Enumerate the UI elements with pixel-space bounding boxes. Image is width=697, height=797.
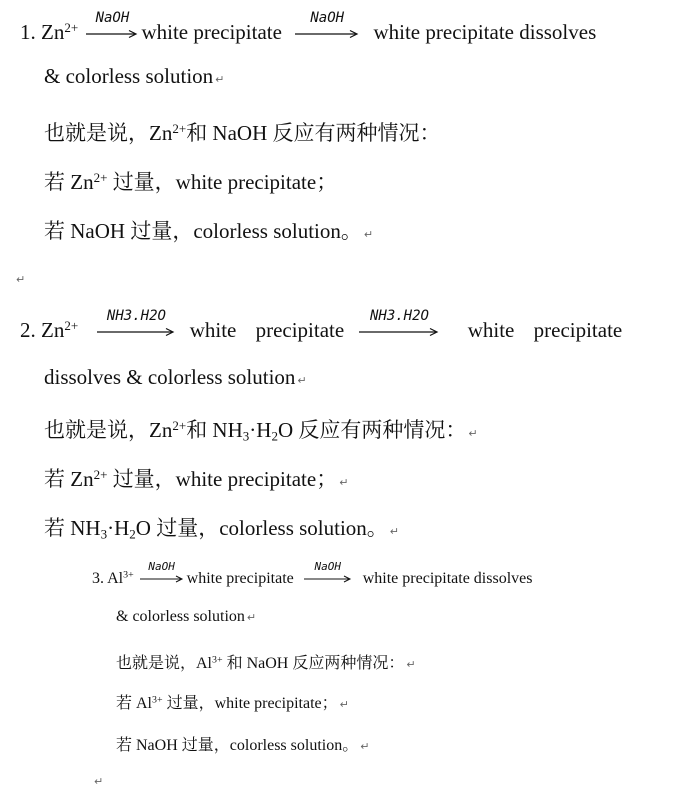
- paragraph-mark-icon: ↵: [246, 611, 257, 624]
- reaction-line-3-cont: [116, 608, 256, 626]
- case-text: 过量，white precipitate；: [162, 695, 338, 712]
- product-text: white precipitate: [186, 570, 294, 587]
- case-text: 过量，white precipitate；: [107, 467, 338, 491]
- product-text: white precipitate: [467, 318, 623, 342]
- reaction-line-1: [20, 10, 597, 45]
- case-line: [44, 215, 373, 245]
- case-line: [116, 732, 369, 755]
- product-text: & colorless solution: [44, 64, 214, 88]
- item-number: 1.: [20, 20, 36, 44]
- product-text: white precipitate dissolves: [373, 20, 597, 44]
- arrow-label: NaOH: [95, 10, 130, 26]
- paragraph-mark-icon: ↵: [468, 427, 478, 440]
- empty-paragraph: [92, 772, 103, 790]
- paragraph-mark-icon: ↵: [297, 374, 307, 387]
- subscript: 3: [100, 526, 108, 542]
- summary-text: 也就是说，Zn: [44, 418, 173, 442]
- summary-text: 和 NaOH 反应两种情况：: [222, 655, 405, 672]
- case-text: 若 NaOH 过量，colorless solution。: [116, 737, 359, 754]
- ion-charge: 2+: [172, 417, 187, 433]
- case-text: 若 NaOH 过量，colorless solution。: [44, 219, 362, 243]
- summary-text: ·H: [249, 418, 272, 442]
- paragraph-mark-icon: ↵: [16, 273, 26, 286]
- ion-charge: 2+: [172, 120, 187, 136]
- reaction-arrow: [295, 10, 359, 39]
- ion-charge: 2+: [93, 466, 108, 482]
- arrow-label: NaOH: [314, 560, 341, 573]
- case-line: [44, 166, 337, 196]
- reaction-arrow: [86, 10, 138, 39]
- case-text: O 过量，colorless solution。: [135, 516, 388, 540]
- summary-text: 也就是说，Zn: [44, 121, 173, 145]
- product-text: white precipitate: [141, 20, 282, 44]
- product-text: white precipitate dissolves: [362, 570, 533, 587]
- ion: Zn: [41, 318, 65, 342]
- paragraph-mark-icon: ↵: [406, 658, 416, 671]
- arrow-label: NaOH: [310, 10, 345, 26]
- summary-text: O 反应有两种情况：: [277, 418, 467, 442]
- summary-text: 和 NaOH 反应有两种情况：: [186, 121, 441, 145]
- case-text: 若 Zn: [44, 467, 94, 491]
- summary-text: 也就是说，Al: [116, 655, 213, 672]
- paragraph-mark-icon: ↵: [339, 698, 349, 711]
- reaction-line-2: [20, 308, 623, 343]
- ion: Al: [107, 570, 124, 587]
- arrow-label: NH3.H2O: [369, 308, 429, 324]
- product-text: & colorless solution: [116, 608, 245, 625]
- item-number: 3.: [92, 570, 104, 587]
- product-text: white precipitate: [189, 318, 345, 342]
- ion-charge: 2+: [64, 317, 79, 333]
- case-text: 若 Al: [116, 695, 153, 712]
- ion-charge: 3+: [212, 654, 223, 666]
- ion-charge: 2+: [93, 169, 108, 185]
- case-text: 过量，white precipitate；: [107, 170, 338, 194]
- paragraph-mark-icon: ↵: [363, 228, 374, 241]
- ion-charge: 2+: [64, 19, 79, 35]
- subscript: 2: [129, 526, 136, 542]
- reaction-arrow: [140, 560, 184, 583]
- paragraph-mark-icon: ↵: [389, 525, 400, 538]
- arrow-label: NaOH: [148, 560, 175, 573]
- paragraph-mark-icon: ↵: [339, 476, 349, 489]
- case-line: [116, 690, 349, 713]
- case-line: [44, 463, 348, 493]
- summary-line-2: [44, 414, 478, 444]
- empty-paragraph: [14, 264, 25, 289]
- arrow-label: NH3.H2O: [106, 308, 166, 324]
- subscript: 2: [271, 428, 278, 444]
- ion: Zn: [41, 20, 65, 44]
- item-number: 2.: [20, 318, 36, 342]
- case-text: ·H: [107, 516, 130, 540]
- summary-line-1: [44, 117, 441, 147]
- summary-text: 和 NH: [186, 418, 243, 442]
- case-text: 若 NH: [44, 516, 101, 540]
- case-line: [44, 512, 399, 542]
- reaction-line-2-cont: [44, 365, 307, 390]
- reaction-arrow: [304, 560, 352, 583]
- reaction-arrow: [359, 308, 439, 337]
- reaction-arrow: [97, 308, 175, 337]
- product-text: dissolves & colorless solution: [44, 365, 296, 389]
- case-text: 若 Zn: [44, 170, 94, 194]
- ion-charge: 3+: [152, 694, 163, 706]
- paragraph-mark-icon: ↵: [94, 775, 104, 788]
- reaction-line-3: [92, 560, 533, 588]
- ion-charge: 3+: [123, 569, 134, 581]
- subscript: 3: [242, 428, 250, 444]
- summary-line-3: [116, 650, 416, 673]
- reaction-line-1-cont: [44, 64, 224, 89]
- paragraph-mark-icon: ↵: [360, 740, 370, 753]
- paragraph-mark-icon: ↵: [215, 73, 225, 86]
